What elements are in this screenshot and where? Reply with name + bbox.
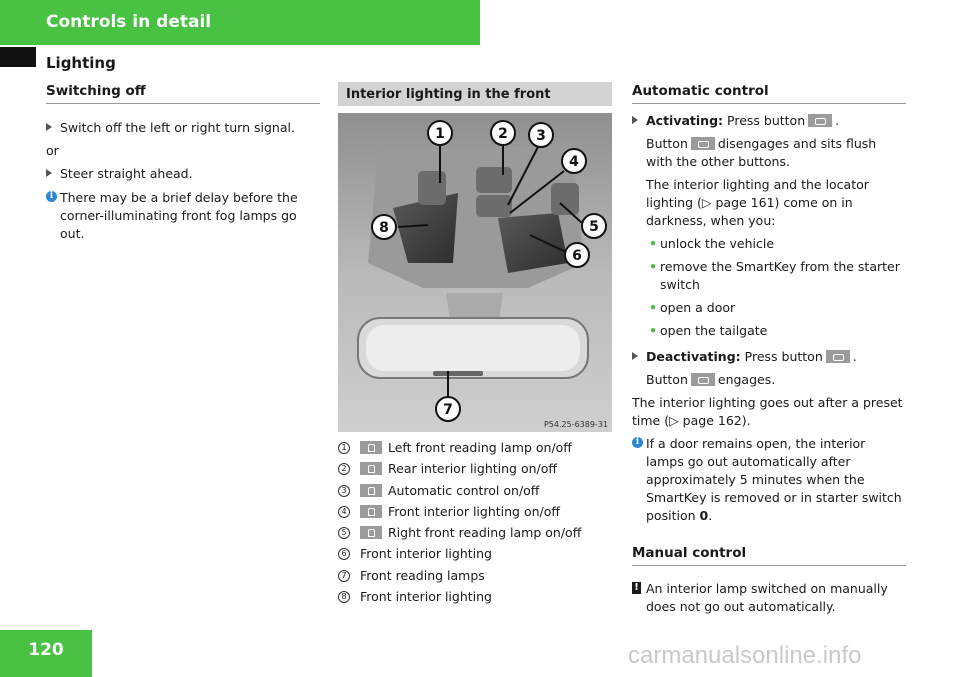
callout-label: 8 bbox=[379, 220, 389, 236]
right-lamp-lens bbox=[498, 213, 568, 273]
right-column bbox=[632, 83, 906, 616]
lamp-symbol-icon bbox=[360, 484, 382, 497]
legend-item: 2 Rear interior lighting on/off bbox=[338, 458, 628, 479]
deactivating-detail: Button engages. bbox=[646, 372, 776, 387]
legend-item: 6 Front interior lighting bbox=[338, 543, 628, 564]
legend-item: 1 Left front reading lamp on/off bbox=[338, 437, 628, 458]
callout-label: 7 bbox=[443, 402, 453, 418]
callout-label: 1 bbox=[435, 126, 445, 142]
legend-item: 3 Automatic control on/off bbox=[338, 480, 628, 501]
callout-label: 2 bbox=[498, 126, 508, 142]
watermark: carmanualsonline.info bbox=[628, 642, 862, 669]
legend-item: 7 Front reading lamps bbox=[338, 565, 628, 586]
step-arrow-icon bbox=[632, 352, 638, 360]
callout-label: 5 bbox=[589, 219, 599, 235]
chapter-title: Controls in detail bbox=[46, 12, 212, 32]
activating-conditions: The interior lighting and the locator lighting (▷ page 161) come on in darkness, when you: bbox=[646, 177, 869, 228]
warning-icon: ! bbox=[632, 582, 641, 594]
preset-text: The interior lighting goes out after a preset time (▷ page 162). bbox=[632, 395, 903, 428]
list-item: • remove the SmartKey from the starter switch bbox=[649, 259, 900, 292]
automatic-control-heading: Automatic control bbox=[632, 83, 906, 104]
right-reading-button[interactable] bbox=[551, 183, 579, 215]
switching-off-heading: Switching off bbox=[46, 83, 320, 104]
figure-legend bbox=[338, 437, 628, 607]
warning-note: ! An interior lamp switched on manually does not go out automatically. bbox=[632, 580, 906, 616]
automatic-button-icon bbox=[691, 373, 715, 386]
legend-item: 8 Front interior lighting bbox=[338, 586, 628, 607]
info-note: i There may be a brief delay before the corner-illuminating front fog lamps go out. bbox=[46, 189, 320, 243]
image-code: P54.25-6389-31 bbox=[543, 420, 608, 429]
legend-item: 4 Front interior lighting on/off bbox=[338, 501, 628, 522]
list-item: • unlock the vehicle bbox=[649, 236, 775, 251]
automatic-button-icon bbox=[691, 137, 715, 150]
overhead-console-photo bbox=[338, 113, 612, 432]
callout-label: 6 bbox=[572, 248, 582, 264]
automatic-button-icon bbox=[808, 114, 832, 127]
left-column bbox=[46, 83, 320, 243]
callout-label: 3 bbox=[536, 128, 546, 144]
list-item: • open the tailgate bbox=[649, 323, 768, 338]
automatic-button[interactable] bbox=[476, 195, 512, 217]
step-turn-signal: Switch off the left or right turn signal. bbox=[46, 119, 320, 137]
step-activating: Activating: Press button . bbox=[632, 112, 906, 130]
lamp-symbol-icon bbox=[360, 526, 382, 539]
step-arrow-icon bbox=[46, 123, 52, 131]
left-reading-button[interactable] bbox=[418, 171, 446, 205]
lamp-symbol-icon bbox=[360, 441, 382, 454]
page-number: 120 bbox=[28, 640, 64, 660]
legend-item: 5 Right front reading lamp on/off bbox=[338, 522, 628, 543]
lamp-symbol-icon bbox=[360, 505, 382, 518]
list-item: • open a door bbox=[649, 300, 736, 315]
step-steer: Steer straight ahead. bbox=[46, 165, 320, 183]
or-text: or bbox=[46, 143, 59, 158]
figure-caption: Interior lighting in the front bbox=[346, 87, 551, 102]
manual-control-heading: Manual control bbox=[632, 545, 906, 566]
lamp-symbol-icon bbox=[360, 462, 382, 475]
step-arrow-icon bbox=[46, 169, 52, 177]
activating-detail: Button disengages and sits flush with the other buttons. bbox=[646, 136, 877, 169]
section-title: Lighting bbox=[46, 54, 116, 72]
info-icon: i bbox=[46, 191, 57, 202]
callout-label: 4 bbox=[569, 154, 579, 170]
info-note: i If a door remains open, the interior lamps go out automatically after approximately 5 minutes when the SmartKey is removed or in starter switch position 0. bbox=[632, 435, 906, 525]
info-icon: i bbox=[632, 437, 643, 448]
automatic-button-icon bbox=[826, 350, 850, 363]
section-marker bbox=[0, 47, 36, 67]
step-deactivating: Deactivating: Press button . bbox=[632, 348, 906, 366]
step-arrow-icon bbox=[632, 116, 638, 124]
rear-lighting-button[interactable] bbox=[476, 167, 512, 193]
